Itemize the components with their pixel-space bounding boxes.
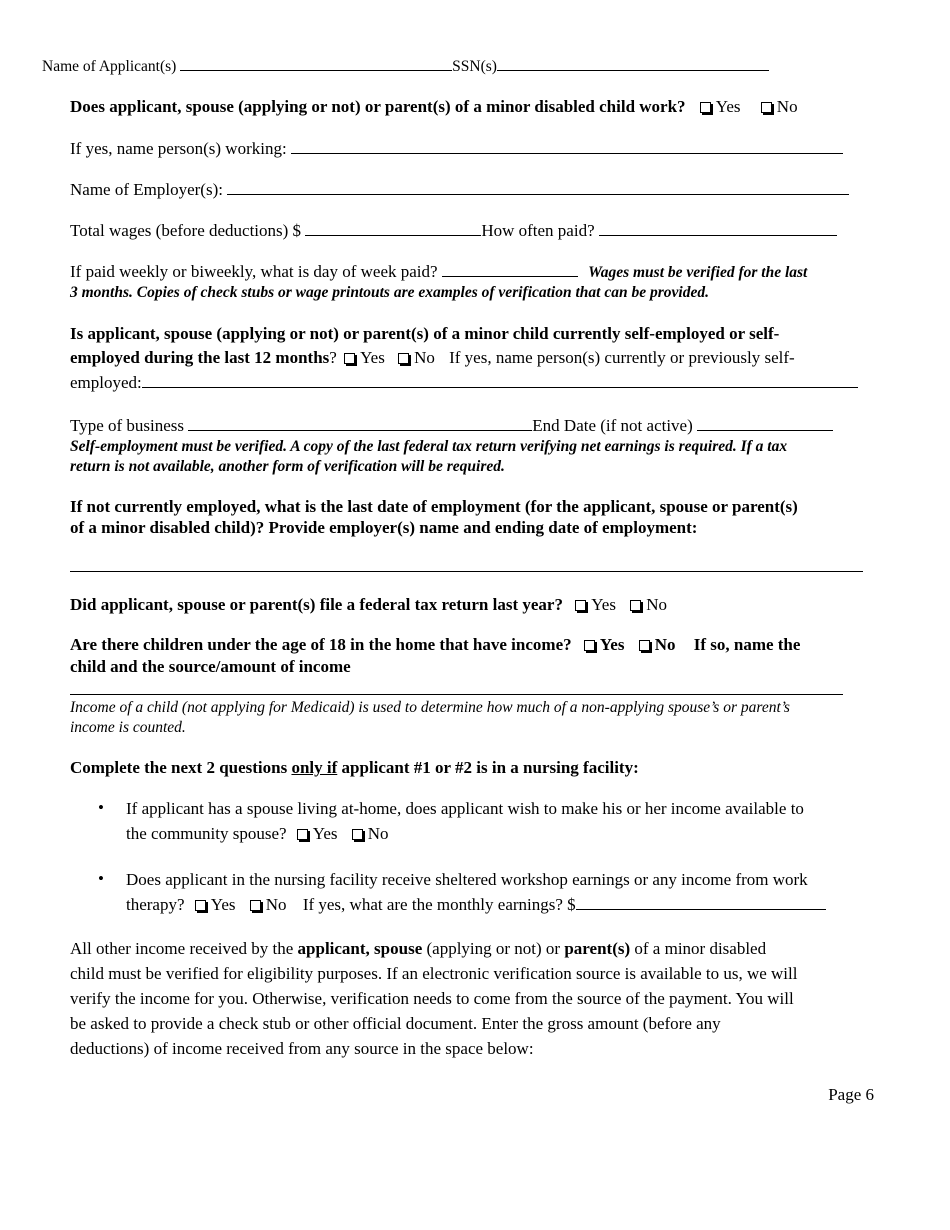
monthly-earnings-label: If yes, what are the monthly earnings? $: [302, 895, 576, 914]
child-income-note-2: income is counted.: [70, 719, 186, 736]
self-employment-no-checkbox[interactable]: [398, 353, 409, 364]
self-employed-row: [70, 372, 875, 394]
bullet-2-marker: •: [98, 869, 104, 888]
pay-day-field[interactable]: [442, 262, 578, 277]
self-employment-yes-label: Yes: [360, 348, 385, 367]
business-type-label: Type of business: [70, 416, 185, 435]
end-date-field[interactable]: [697, 416, 833, 431]
spouse-income-no-label: No: [367, 824, 389, 843]
pay-day-row: [70, 261, 875, 283]
page-number: Page 6: [828, 1085, 874, 1104]
bullet-1: [126, 796, 876, 846]
bullet-2-line-2: [126, 892, 876, 917]
other-income-text-1: All other income received by the: [70, 939, 298, 958]
other-income-text-2: (applying or not) or: [422, 939, 565, 958]
pay-day-label: If paid weekly or biweekly, what is day of week paid?: [70, 262, 438, 281]
spouse-income-yes-checkbox[interactable]: [297, 829, 308, 840]
other-income-bold-2: parent(s): [564, 939, 631, 958]
bullet-2: [126, 867, 876, 917]
bullet-1-line-1: If applicant has a spouse living at-home, does applicant wish to make his or her income available to: [126, 799, 804, 818]
self-employment-row-2: [70, 347, 875, 369]
workshop-yes-label: Yes: [210, 895, 236, 914]
ssn-field[interactable]: [497, 56, 769, 71]
other-income-line-3: verify the income for you. Otherwise, verification needs to come from the source of the payment. You will: [70, 989, 794, 1008]
other-income-line-5: deductions) of income received from any source in the space below:: [70, 1039, 534, 1058]
how-often-field[interactable]: [599, 221, 837, 236]
monthly-earnings-field[interactable]: [576, 895, 826, 910]
employer-row: [70, 179, 875, 201]
not-employed-question-1: If not currently employed, what is the last date of employment (for the applicant, spouse or parent(s): [70, 497, 798, 516]
work-no-label: No: [776, 97, 798, 116]
work-yes-label: Yes: [715, 97, 741, 116]
wages-label: Total wages (before deductions) $: [70, 221, 302, 240]
wage-verification-note-1: Wages must be verified for the last: [588, 264, 808, 281]
persons-working-row: [70, 138, 875, 160]
work-question-row: [70, 96, 875, 118]
tax-return-row: [70, 594, 875, 616]
spouse-income-no-checkbox[interactable]: [352, 829, 363, 840]
work-yes-checkbox[interactable]: [700, 102, 711, 113]
nursing-heading-post: applicant #1 or #2 is in a nursing facility:: [337, 758, 639, 777]
other-income-text-3: of a minor disabled: [630, 939, 767, 958]
work-question: Does applicant, spouse (applying or not) or parent(s) of a minor disabled child work?: [70, 97, 686, 116]
wages-row: [70, 220, 875, 242]
not-employed-question-2: of a minor disabled child)? Provide employer(s) name and ending date of employment:: [70, 518, 698, 537]
self-employment-yes-checkbox[interactable]: [344, 353, 355, 364]
tax-return-no-checkbox[interactable]: [630, 600, 641, 611]
ssn-label: SSN(s): [452, 58, 497, 75]
persons-working-label: If yes, name person(s) working:: [70, 139, 287, 158]
children-question: Are there children under the age of 18 in the home that have income?: [70, 635, 572, 654]
nursing-heading: [70, 757, 875, 779]
how-often-label: How often paid?: [481, 221, 595, 240]
applicant-name-field[interactable]: [180, 56, 452, 71]
children-yes-label: Yes: [599, 635, 625, 654]
applicant-name-label: Name of Applicant(s): [42, 58, 177, 75]
wage-verification-note-2: 3 months. Copies of check stubs or wage printouts are examples of verification that can be provided.: [70, 284, 709, 301]
not-employed-answer-field[interactable]: [70, 571, 863, 572]
bullet-1-question: the community spouse?: [126, 824, 287, 843]
nursing-heading-only-if: only if: [291, 758, 338, 777]
other-income-bold-1: applicant, spouse: [297, 939, 423, 958]
self-employed-label: employed:: [70, 373, 142, 392]
wages-field[interactable]: [305, 221, 481, 236]
children-no-checkbox[interactable]: [639, 640, 650, 651]
self-employment-no-label: No: [414, 348, 435, 367]
business-type-field[interactable]: [188, 416, 532, 431]
self-employment-question-2: employed during the last 12 months: [70, 348, 330, 367]
children-income-field[interactable]: [70, 694, 843, 695]
self-employment-question-1: Is applicant, spouse (applying or not) or parent(s) of a minor child currently self-employed or self-: [70, 324, 780, 343]
persons-working-field[interactable]: [291, 139, 843, 154]
bullet-2-line-1: Does applicant in the nursing facility receive sheltered workshop earnings or any income from work: [126, 870, 808, 889]
other-income-line-1: [70, 936, 875, 961]
self-employment-ifyes: If yes, name person(s) currently or previously self-: [449, 348, 795, 367]
self-employment-note-1: Self-employment must be verified. A copy of the last federal tax return verifying net earnings is required. If a tax: [70, 438, 788, 455]
tax-return-yes-checkbox[interactable]: [575, 600, 586, 611]
business-row: [70, 415, 875, 437]
other-income-line-4: be asked to provide a check stub or other official document. Enter the gross amount (before any: [70, 1014, 721, 1033]
children-ifso: If so, name the: [693, 635, 801, 654]
applicant-header-row: [42, 56, 842, 78]
self-employment-note-2: return is not available, another form of verification will be required.: [70, 458, 505, 475]
self-employed-field[interactable]: [142, 373, 858, 388]
children-yes-checkbox[interactable]: [584, 640, 595, 651]
work-no-checkbox[interactable]: [761, 102, 772, 113]
employer-label: Name of Employer(s):: [70, 180, 223, 199]
children-no-label: No: [654, 635, 676, 654]
spouse-income-yes-label: Yes: [312, 824, 338, 843]
children-row: [70, 634, 875, 656]
workshop-no-label: No: [265, 895, 287, 914]
bullet-2-question: therapy?: [126, 895, 185, 914]
other-income-line-2: child must be verified for eligibility purposes. If an electronic verification source is available to us, we will: [70, 964, 798, 983]
self-employment-qmark: ?: [329, 348, 337, 367]
employer-field[interactable]: [227, 180, 849, 195]
other-income-paragraph: [70, 936, 875, 1061]
tax-return-yes-label: Yes: [591, 595, 616, 614]
bullet-1-line-2: [126, 821, 876, 846]
tax-return-no-label: No: [646, 595, 667, 614]
nursing-heading-pre: Complete the next 2 questions: [70, 758, 292, 777]
tax-return-question: Did applicant, spouse or parent(s) file a federal tax return last year?: [70, 595, 563, 614]
workshop-yes-checkbox[interactable]: [195, 900, 206, 911]
children-question-2: child and the source/amount of income: [70, 657, 351, 676]
bullet-1-marker: •: [98, 798, 104, 817]
end-date-label: End Date (if not active): [532, 416, 693, 435]
workshop-no-checkbox[interactable]: [250, 900, 261, 911]
child-income-note-1: Income of a child (not applying for Medicaid) is used to determine how much of a non-applying spouse’s or parent’s: [70, 699, 790, 716]
